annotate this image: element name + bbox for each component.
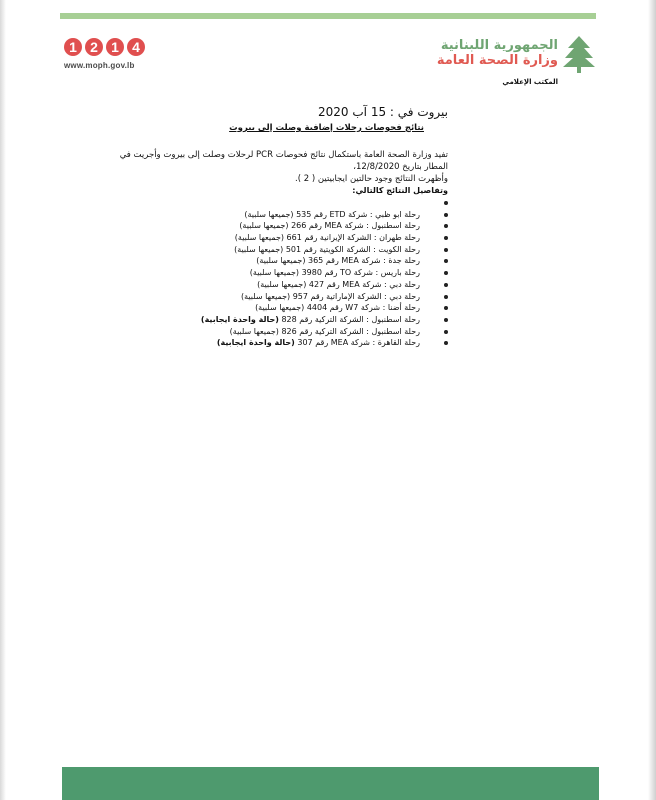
republic-name: الجمهورية اللبنانية (440, 38, 558, 53)
list-item (148, 337, 448, 349)
list-item (148, 302, 448, 314)
hotline-digit: 4 (127, 38, 145, 56)
date-line: بيروت في : 15 آب 2020 (318, 105, 448, 119)
paragraph-line: وأظهرت النتائج وجود حالتين ايجابيتين ( 2 ). (295, 174, 448, 184)
page-edge-left (0, 0, 6, 800)
list-item (148, 326, 448, 338)
page-edge-right (648, 0, 656, 800)
ministry-logo-text (418, 38, 558, 86)
details-title: وتفاصيل النتائج كالتالي: (352, 186, 448, 195)
bullet-icon (444, 295, 448, 299)
flight-text: رحلة أضنا : شركة W7 رقم 4404 (جميعها سلبية) (255, 303, 420, 313)
bullet-icon (444, 341, 448, 345)
flight-text: رحلة اسطنبول : شركة MEA رقم 266 (جميعها سلبية) (239, 221, 420, 231)
list-item (148, 232, 448, 244)
bullet-icon (444, 236, 448, 240)
flight-result-bold: (حالة واحدة ايجابية) (200, 314, 279, 324)
bullet-icon (444, 213, 448, 217)
flight-text: رحلة باريس : شركة TO رقم 3980 (جميعها سلبية) (249, 268, 420, 278)
hotline-digit: 1 (106, 38, 124, 56)
bullet-icon (444, 306, 448, 310)
flight-text: رحلة القاهرة : شركة MEA رقم 307 (294, 338, 420, 348)
bullet-icon (444, 224, 448, 228)
flight-results-list (148, 197, 448, 349)
bullet-icon (444, 201, 448, 205)
bullet-icon (444, 248, 448, 252)
list-item (148, 209, 448, 221)
flight-text: رحلة دبي : شركة MEA رقم 427 (جميعها سلبية) (257, 279, 420, 289)
list-item (148, 279, 448, 291)
hotline-digit: 2 (85, 38, 103, 56)
document-headline: نتائج فحوصات رحلات إضافية وصلت إلى بيروت (229, 123, 424, 133)
cedar-tree-icon (562, 34, 596, 74)
bullet-icon (444, 259, 448, 263)
flight-text: رحلة طهران : الشركة الإيرانية رقم 661 (جميعها سلبية) (234, 233, 420, 243)
list-item (148, 244, 448, 256)
list-item (148, 255, 448, 267)
list-item (148, 267, 448, 279)
website-url: www.moph.gov.lb (64, 61, 135, 70)
bullet-icon (444, 283, 448, 287)
footer-band (62, 767, 599, 800)
list-item (148, 314, 448, 326)
flight-text: رحلة ابو ظبي : شركة ETD رقم 535 (جميعها سلبية) (244, 209, 420, 219)
bullet-icon (444, 271, 448, 275)
flight-text: رحلة اسطنبول : الشركة التركية رقم 828 (278, 314, 420, 324)
media-office: المكتب الإعلامي (502, 78, 558, 86)
bullet-icon (444, 330, 448, 334)
paragraph-line: تفيد وزارة الصحة العامة باستكمال نتائج فحوصات PCR لرحلات وصلت إلى بيروت وأجريت في المطار بتاريخ 12/8/2020، (119, 150, 448, 172)
header-bar (60, 13, 596, 19)
hotline-logo (64, 38, 145, 56)
flight-text: رحلة الكويت : الشركة الكويتية رقم 501 (جميعها سلبية) (234, 244, 420, 254)
flight-text: رحلة اسطنبول : الشركة التركية رقم 826 (جميعها سلبية) (229, 326, 420, 336)
hotline-digit: 1 (64, 38, 82, 56)
flight-result-bold: (حالة واحدة ايجابية) (216, 338, 295, 348)
intro-paragraph (108, 149, 448, 185)
flight-text: رحلة دبي : الشركة الإماراتية رقم 957 (جميعها سلبية) (240, 291, 420, 301)
bullet-icon (444, 318, 448, 322)
list-item (148, 197, 448, 209)
list-item (148, 291, 448, 303)
ministry-name: وزارة الصحة العامة (436, 53, 558, 68)
flight-text: رحلة جدة : شركة MEA رقم 365 (جميعها سلبية) (256, 256, 420, 266)
list-item (148, 220, 448, 232)
